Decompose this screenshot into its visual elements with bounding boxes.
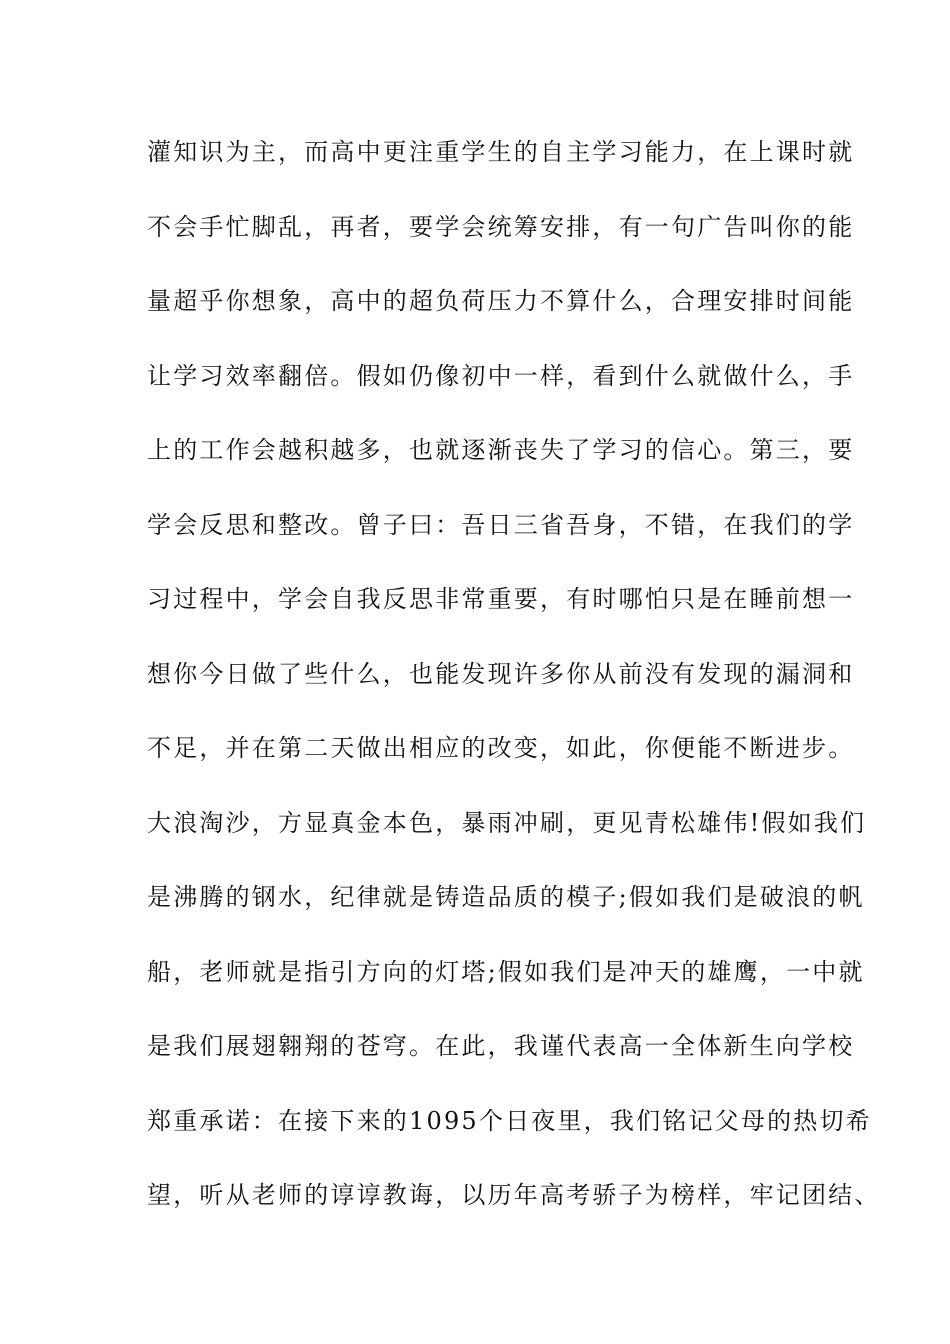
text-line: 灌知识为主，而高中更注重学生的自主学习能力，在上课时就 [147,138,855,166]
text-line: 望，听从老师的谆谆教诲，以历年高考骄子为榜样，牢记团结、 [147,1181,881,1209]
text-line: 是我们展翅翱翔的苍穹。在此，我谨代表高一全体新生向学校 [147,1032,855,1060]
text-line: 船，老师就是指引方向的灯塔;假如我们是冲天的雄鹰，一中就 [147,957,865,986]
text-line: 大浪淘沙，方显真金本色，暴雨冲刷，更见青松雄伟!假如我们 [147,808,867,837]
text-line: 不会手忙脚乱，再者，要学会统筹安排，有一句广告叫你的能 [147,212,855,241]
text-line: 习过程中，学会自我反思非常重要，有时哪怕只是在睡前想一 [147,585,855,613]
text-line: 郑重承诺：在接下来的1095个日夜里，我们铭记父母的热切希 [147,1106,872,1135]
text-line: 量超乎你想象，高中的超负荷压力不算什么，合理安排时间能 [147,287,855,315]
body-text [147,130,881,1248]
text-line: 是沸腾的钢水，纪律就是铸造品质的模子;假如我们是破浪的帆 [147,883,865,911]
text-line: 让学习效率翻倍。假如仍像初中一样，看到什么就做什么，手 [147,361,855,390]
text-line: 上的工作会越积越多，也就逐渐丧失了学习的信心。第三，要 [147,436,855,464]
text-line: 不足，并在第二天做出相应的改变，如此，你便能不断进步。 [147,734,855,762]
text-line: 想你今日做了些什么，也能发现许多你从前没有发现的漏洞和 [147,659,855,688]
text-line: 学会反思和整改。曾子曰：吾日三省吾身，不错，在我们的学 [147,510,855,539]
